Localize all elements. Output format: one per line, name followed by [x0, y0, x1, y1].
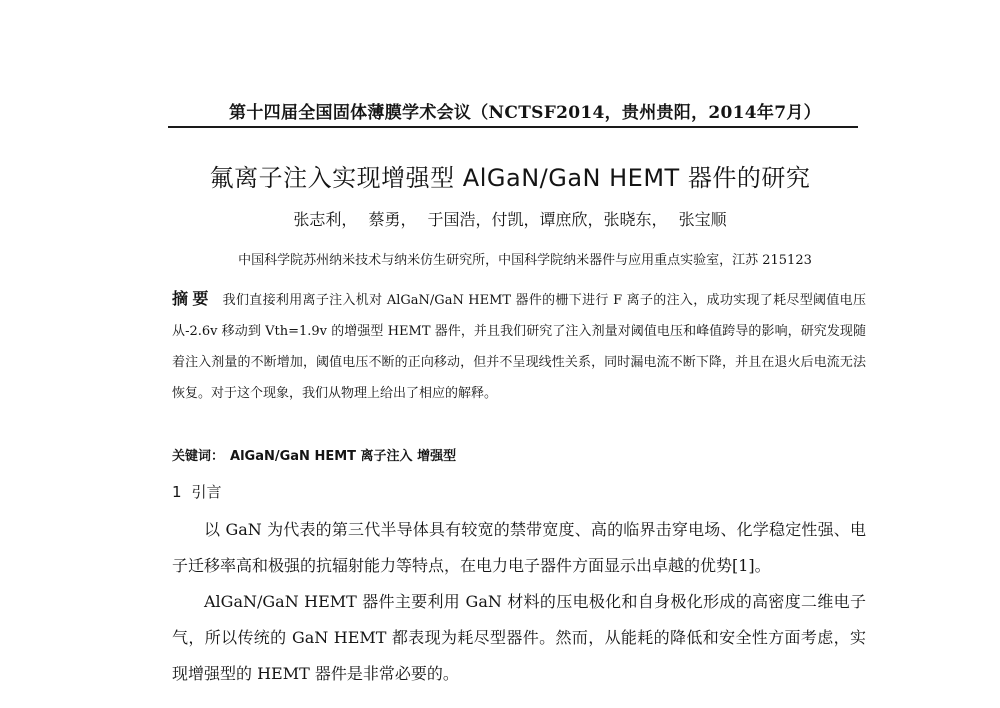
abstract	[172, 283, 866, 409]
body-paragraph: AlGaN/GaN HEMT 器件主要利用 GaN 材料的压电极化和自身极化形成的高密度二维电子气，所以传统的 GaN HEMT 都表现为耗尽型器件。然而，从能耗的降低和安全性方面考虑，实现增强型的 HEMT 器件是非常必要的。	[172, 592, 866, 683]
affiliation: 中国科学院苏州纳米技术与纳米仿生研究所，中国科学院纳米器件与应用重点实验室，江苏 215123	[238, 253, 812, 268]
section-title: 引言	[191, 483, 222, 501]
header-rule	[168, 126, 858, 128]
section-number: 1	[172, 483, 182, 501]
body-paragraph: 以 GaN 为代表的第三代半导体具有较宽的禁带宽度、高的临界击穿电场、化学稳定性强、电子迁移率高和极强的抗辐射能力等特点，在电力电子器件方面显示出卓越的优势[1]。	[172, 520, 866, 575]
paper-title: 氟离子注入实现增强型 AlGaN/GaN HEMT 器件的研究	[209, 164, 811, 192]
keywords-label: 关键词：	[172, 449, 225, 464]
author-list: 张志利， 蔡勇， 于国浩，付凯，谭庶欣，张晓东， 张宝顺	[293, 210, 727, 229]
keywords	[172, 445, 462, 464]
abstract-text: 我们直接利用离子注入机对 AlGaN/GaN HEMT 器件的栅下进行 F 离子的注入，成功实现了耗尽型阈值电压从-2.6v 移动到 Vth=1.9v 的增强型 HEMT 器件，并且我们研究了注入剂量对阈值电压和峰值跨导的影响，研究发现随着注入剂量的不断增加，阈值电压不断的正向移动，但并不呈现线性关系，同时漏电流不断下降，并且在退火后电流无法恢复。对于这个现象，我们从物理上给出了相应的解释。	[172, 293, 866, 401]
keywords-text: AlGaN/GaN HEMT 离子注入 增强型	[230, 449, 457, 464]
abstract-label: 摘要	[172, 289, 213, 308]
body-text	[172, 512, 866, 692]
section-heading	[172, 481, 232, 502]
conference-header: 第十四届全国固体薄膜学术会议（NCTSF2014，贵州贵阳，2014年7月）	[229, 103, 821, 123]
